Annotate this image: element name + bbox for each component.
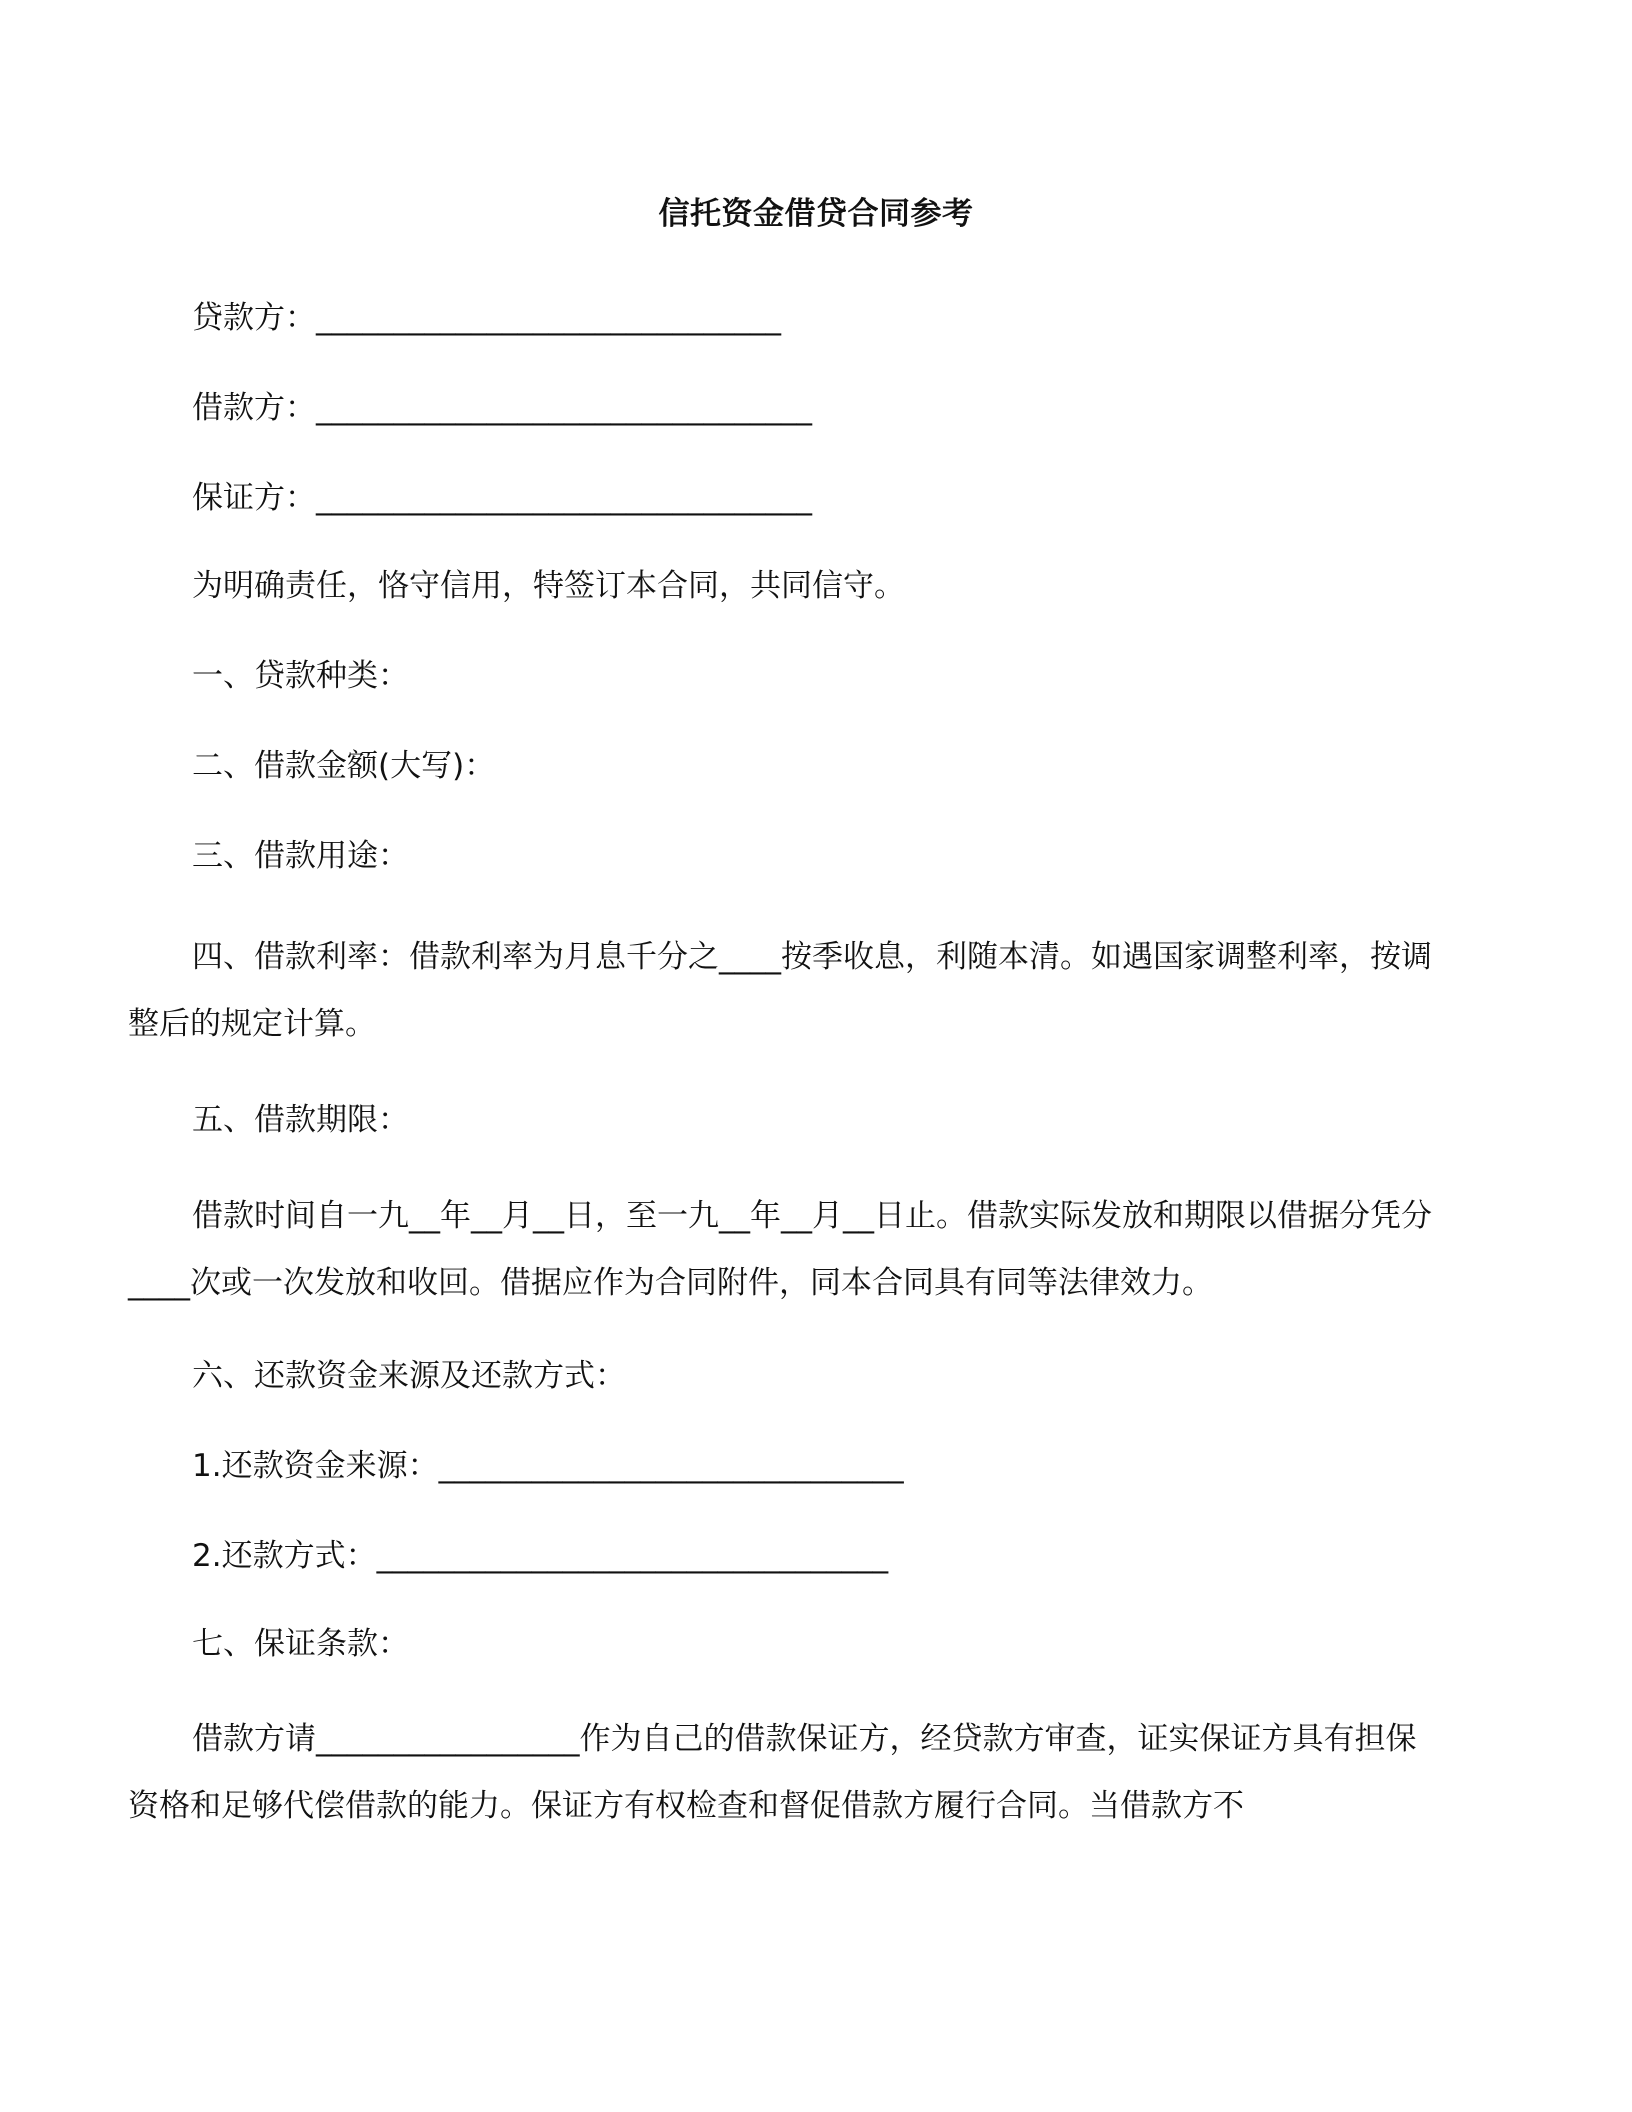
section-6-item-2: 2.还款方式：_________________________________ <box>192 1538 889 1574</box>
section-5-paragraph: 借款时间自一九__年__月__日，至一九__年__月__日止。借款实际发放和期限以借据分凭分____次或一次发放和收回。借据应作为合同附件，同本合同具有同等法律效力。 <box>128 1198 1432 1301</box>
guarantor-line: 保证方：________________________________ <box>192 480 812 516</box>
section-1-heading: 一、贷款种类： <box>192 658 409 694</box>
section-2-heading: 二、借款金额(大写)： <box>192 748 496 784</box>
borrower-line: 借款方：________________________________ <box>192 390 812 426</box>
lender-line: 贷款方：______________________________ <box>192 300 781 336</box>
section-4-paragraph: 四、借款利率：借款利率为月息千分之____按季收息，利随本清。如遇国家调整利率，按调整后的规定计算。 <box>128 939 1432 1042</box>
section-6-item-1: 1.还款资金来源：______________________________ <box>192 1448 904 1484</box>
section-5-heading: 五、借款期限： <box>192 1102 409 1138</box>
section-6-heading: 六、还款资金来源及还款方式： <box>192 1358 626 1394</box>
document-title: 信托资金借贷合同参考 <box>658 196 974 232</box>
section-7-heading: 七、保证条款： <box>192 1626 409 1662</box>
intro-text: 为明确责任，恪守信用，特签订本合同，共同信守。 <box>192 568 905 604</box>
section-3-heading: 三、借款用途： <box>192 838 409 874</box>
section-7-paragraph: 借款方请_________________作为自己的借款保证方，经贷款方审查，证实保证方具有担保资格和足够代偿借款的能力。保证方有权检查和督促借款方履行合同。当借款方不 <box>128 1721 1417 1824</box>
